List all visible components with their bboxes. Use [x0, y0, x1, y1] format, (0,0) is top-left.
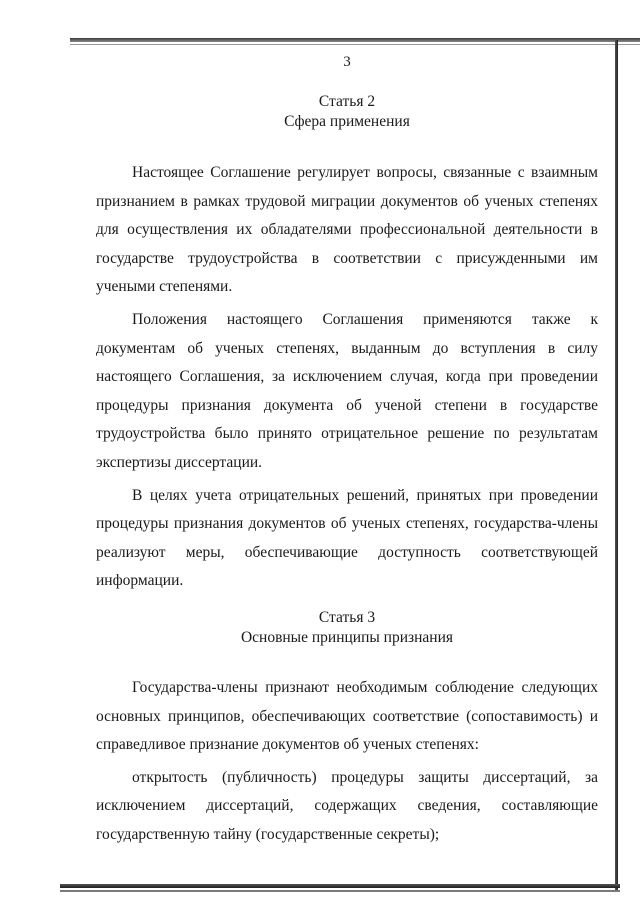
scan-border-top-thin	[70, 44, 640, 45]
page-number: 3	[343, 54, 351, 70]
article-2-subtitle: Сфера применения	[284, 113, 410, 130]
scan-border-bottom-thin	[60, 890, 620, 892]
paragraph: Государства-члены признают необходимым соблюдение следующих основных принципов, обеспечивающих соответствие (сопоставимость) и справедливое признание документов об ученых степенях:	[96, 678, 598, 754]
article-3-subtitle: Основные принципы признания	[240, 628, 454, 646]
article-2	[96, 92, 598, 596]
paragraph: Настоящее Соглашение регулирует вопросы, связанные с взаимным признанием в рамках трудовой миграции документов об ученых степенях для осуществления их обладателями профессиональной деятельности в государстве трудоустройства в соответствии с присужденными им учеными степенями.	[96, 164, 598, 296]
article-2-title: Статья 2	[318, 93, 376, 110]
scan-border-top	[70, 38, 640, 42]
scan-border-right	[615, 40, 618, 890]
article-3-heading	[96, 608, 598, 648]
paragraph: В целях учета отрицательных решений, принятых при проведении процедуры признания документов об ученых степенях, государства-члены реализуют меры, обеспечивающие доступность соответствующей информации.	[96, 486, 598, 590]
paragraph: Положения настоящего Соглашения применяются также к документам об ученых степенях, выданным до вступления в силу настоящего Соглашения, за исключением случая, когда при проведении процедуры признания документа об ученой степени в государстве трудоустройства было принято отрицательное решение по результатам экспертизы диссертации.	[96, 310, 598, 471]
article-2-heading	[96, 92, 598, 132]
article-3-title: Статья 3	[318, 608, 376, 626]
paragraph: открытость (публичность) процедуры защиты диссертаций, за исключением диссертаций, содержащих сведения, составляющие государственную тайну (государственные секреты);	[96, 768, 598, 843]
scan-border-bottom	[60, 884, 620, 888]
document-body	[96, 92, 598, 851]
article-3	[96, 608, 598, 850]
